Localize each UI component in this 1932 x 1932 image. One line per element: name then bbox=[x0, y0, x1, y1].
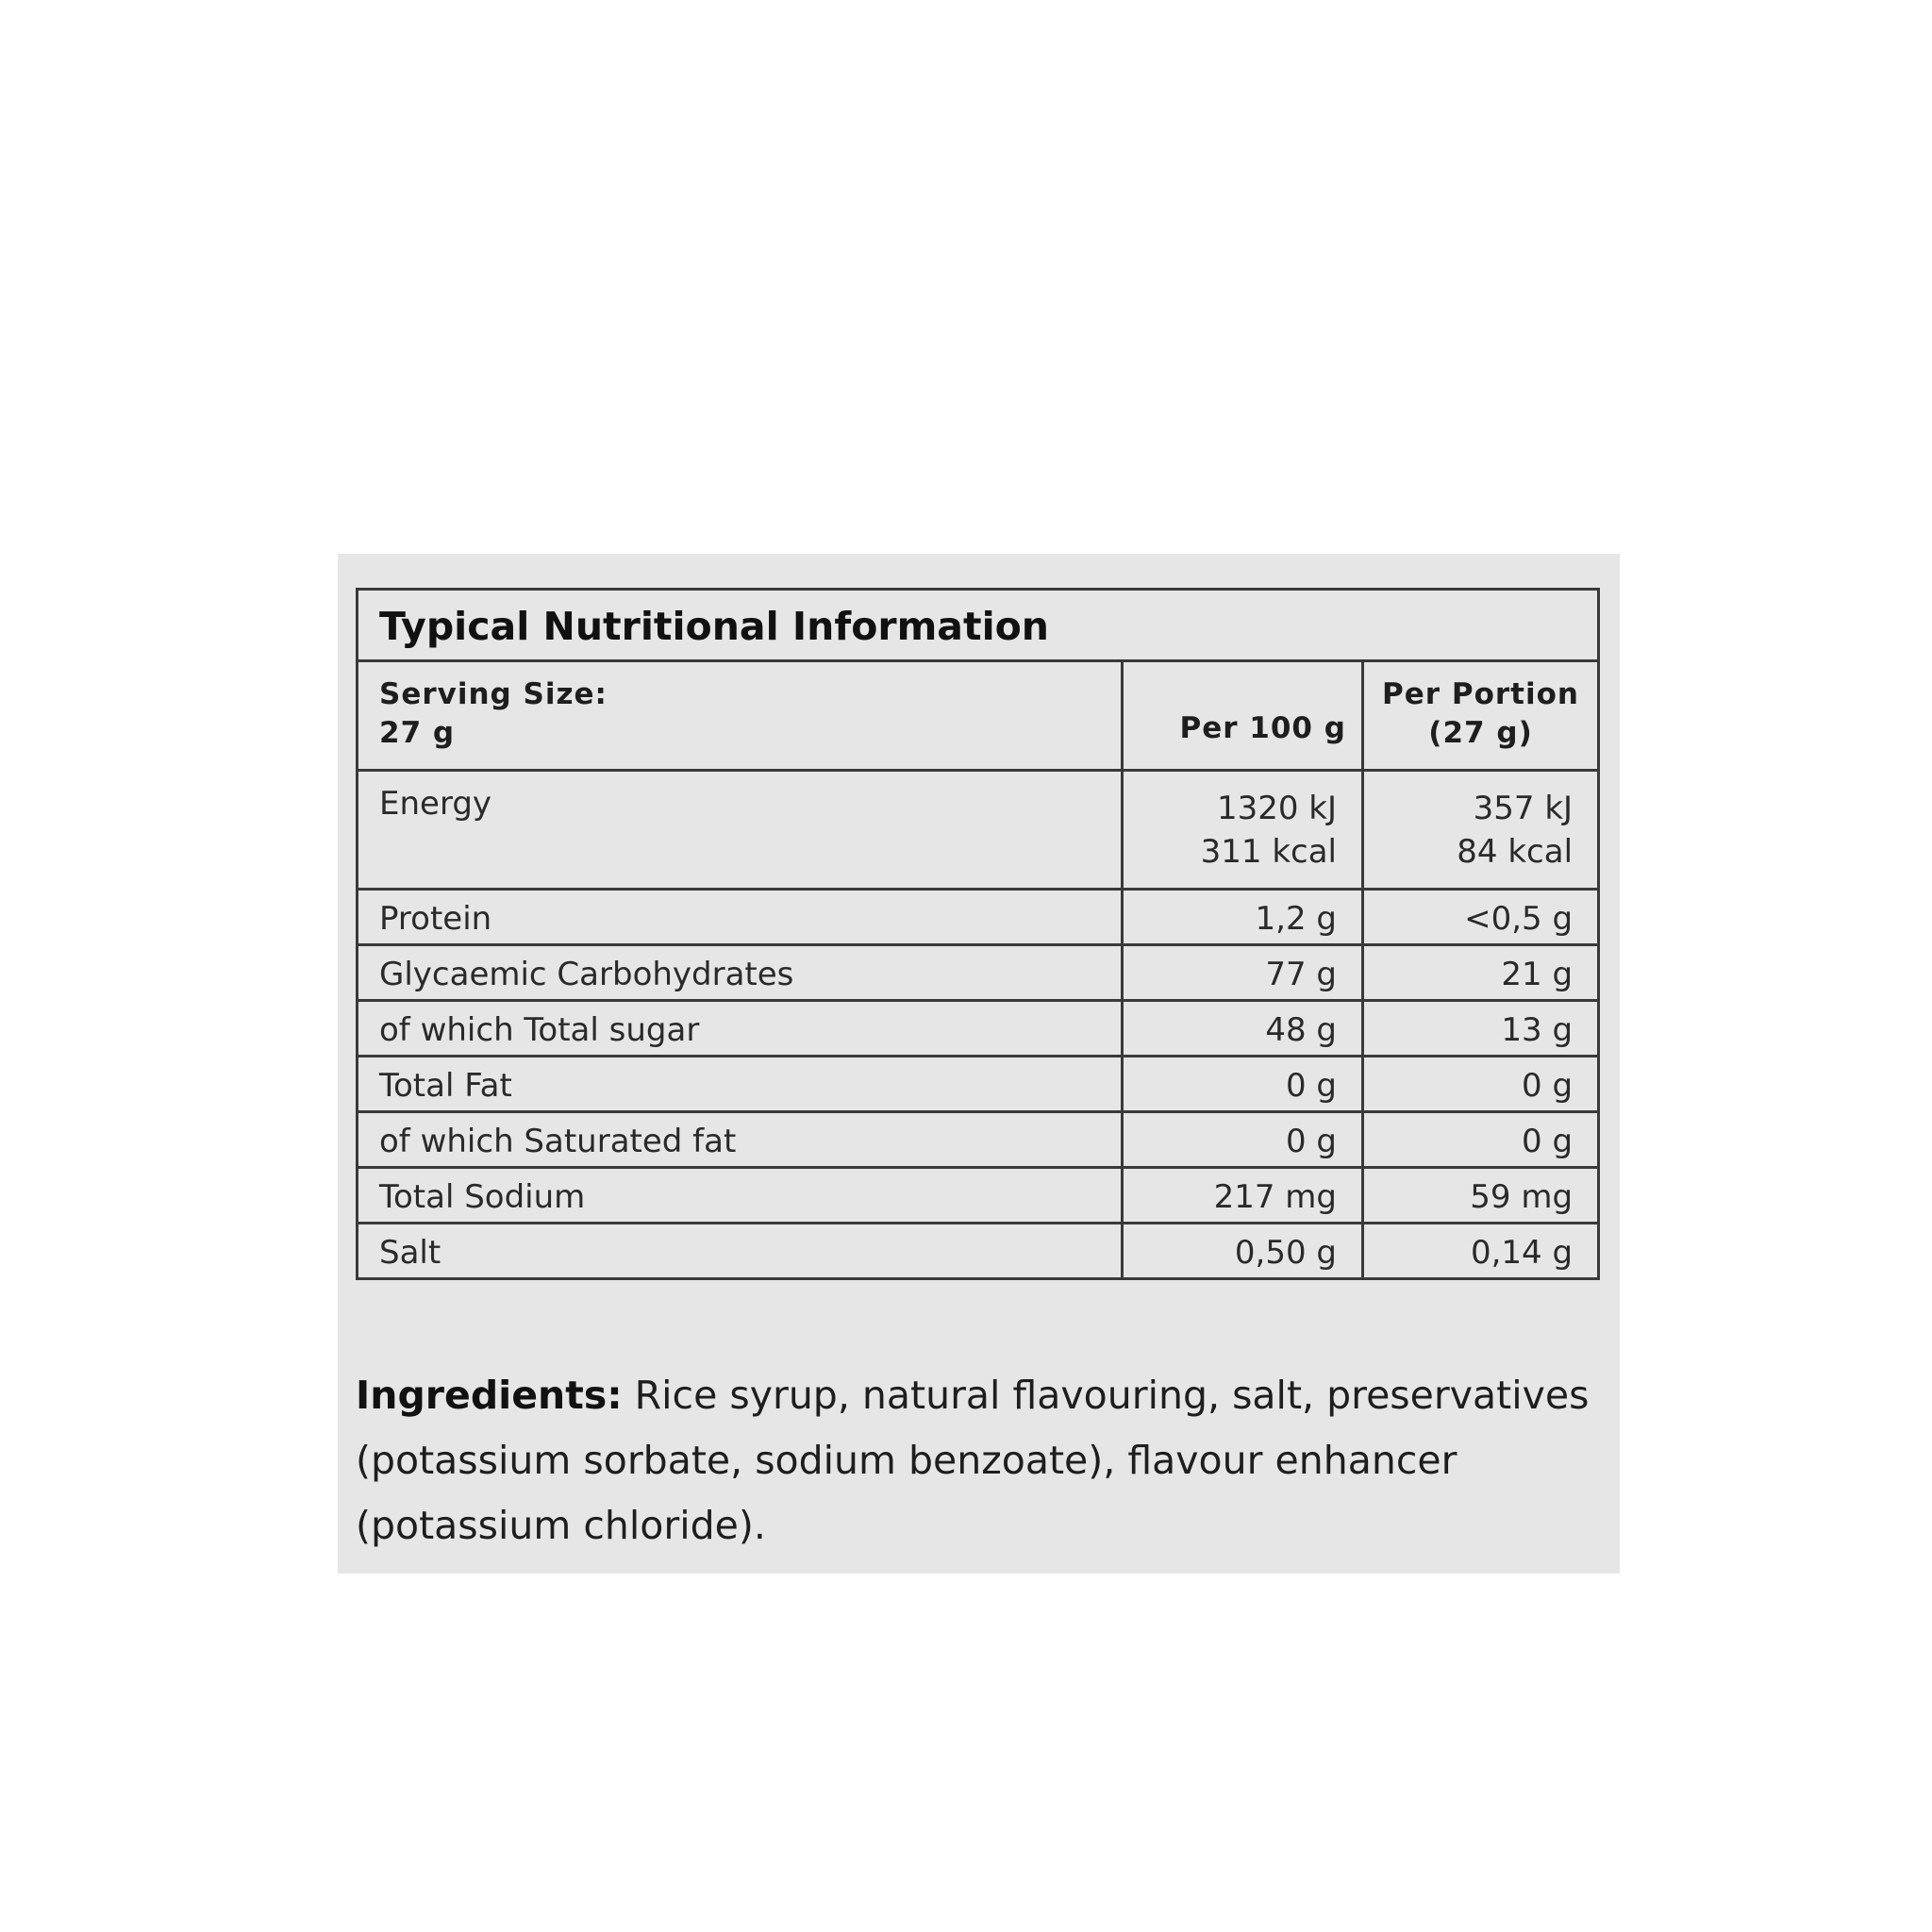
column-header-per-portion bbox=[1363, 661, 1599, 771]
table-row bbox=[358, 1224, 1599, 1279]
nutrition-panel bbox=[338, 554, 1620, 1574]
serving-size-label: Serving Size: bbox=[379, 677, 608, 711]
nutrient-per-portion: 0 g bbox=[1363, 1057, 1599, 1112]
per-portion-size: (27 g) bbox=[1428, 716, 1533, 750]
nutrient-per-100g: 217 mg bbox=[1123, 1168, 1363, 1224]
table-row bbox=[358, 1057, 1599, 1112]
table-row bbox=[358, 1168, 1599, 1224]
nutrient-per-portion: 0,14 g bbox=[1363, 1224, 1599, 1279]
serving-size-cell bbox=[358, 661, 1123, 771]
nutrient-per-portion: 59 mg bbox=[1363, 1168, 1599, 1224]
nutrient-label: Glycaemic Carbohydrates bbox=[358, 945, 1123, 1001]
table-title: Typical Nutritional Information bbox=[358, 590, 1599, 661]
nutrient-label: of which Saturated fat bbox=[358, 1112, 1123, 1168]
nutrition-table bbox=[356, 588, 1600, 1280]
energy-label: Energy bbox=[358, 771, 1123, 890]
nutrient-per-100g: 48 g bbox=[1123, 1001, 1363, 1057]
table-header-row bbox=[358, 661, 1599, 771]
serving-size-value: 27 g bbox=[379, 716, 456, 750]
table-row bbox=[358, 1112, 1599, 1168]
nutrient-per-portion: 13 g bbox=[1363, 1001, 1599, 1057]
table-row bbox=[358, 890, 1599, 945]
ingredients-paragraph bbox=[356, 1363, 1610, 1558]
nutrient-per-100g: 77 g bbox=[1123, 945, 1363, 1001]
column-header-per-100g: Per 100 g bbox=[1123, 661, 1363, 771]
table-row-energy bbox=[358, 771, 1599, 890]
nutrient-label: of which Total sugar bbox=[358, 1001, 1123, 1057]
nutrient-per-portion: <0,5 g bbox=[1363, 890, 1599, 945]
nutrient-per-portion: 21 g bbox=[1363, 945, 1599, 1001]
ingredients-label: Ingredients: bbox=[356, 1373, 623, 1418]
energy-per-portion-kj: 357 kJ bbox=[1473, 790, 1574, 827]
energy-per-100g bbox=[1123, 771, 1363, 890]
energy-per-100g-kcal: 311 kcal bbox=[1200, 833, 1337, 871]
nutrient-per-100g: 1,2 g bbox=[1123, 890, 1363, 945]
nutrient-per-100g: 0 g bbox=[1123, 1112, 1363, 1168]
nutrient-label: Salt bbox=[358, 1224, 1123, 1279]
nutrient-label: Total Sodium bbox=[358, 1168, 1123, 1224]
table-row bbox=[358, 1001, 1599, 1057]
nutrient-per-100g: 0 g bbox=[1123, 1057, 1363, 1112]
nutrient-label: Protein bbox=[358, 890, 1123, 945]
energy-per-portion-kcal: 84 kcal bbox=[1457, 833, 1574, 871]
per-portion-label: Per Portion bbox=[1382, 677, 1579, 711]
table-row bbox=[358, 945, 1599, 1001]
ingredients-text: Rice syrup, natural flavouring, salt, preservatives (potassium sorbate, sodium benzoate), flavour enhancer (potassium chloride). bbox=[356, 1373, 1590, 1548]
nutrient-label: Total Fat bbox=[358, 1057, 1123, 1112]
energy-per-portion bbox=[1363, 771, 1599, 890]
energy-per-100g-kj: 1320 kJ bbox=[1216, 790, 1337, 827]
nutrient-per-100g: 0,50 g bbox=[1123, 1224, 1363, 1279]
nutrient-per-portion: 0 g bbox=[1363, 1112, 1599, 1168]
